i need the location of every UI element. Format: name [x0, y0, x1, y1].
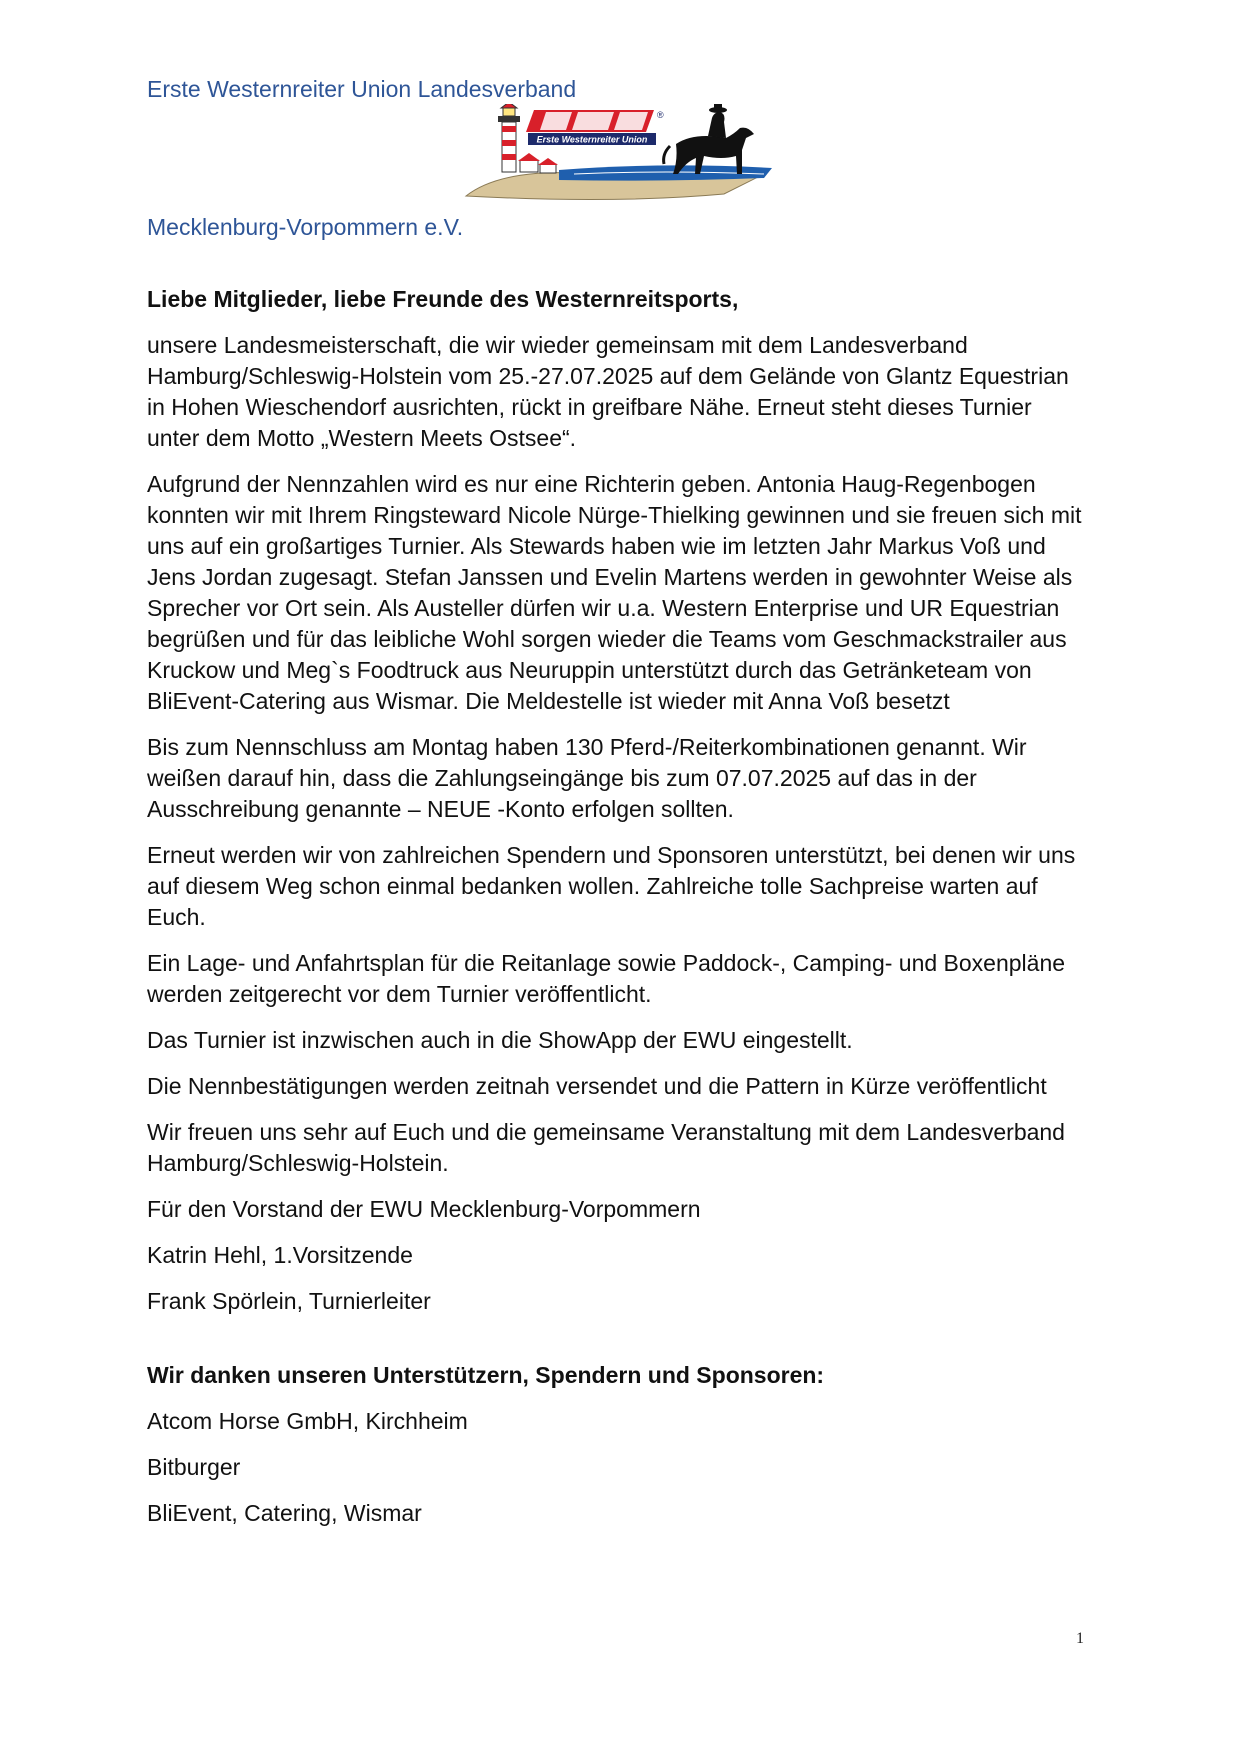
closing-line: Für den Vorstand der EWU Mecklenburg-Vorpommern: [147, 1196, 701, 1222]
section-spacer: [147, 1332, 1087, 1360]
paragraph: Wir freuen uns sehr auf Euch und die gemeinsame Veranstaltung mit dem Landesverband Hamburg/Schleswig-Holstein.: [147, 1119, 1065, 1176]
org-name-line-2: Mecklenburg-Vorpommern e.V.: [147, 214, 464, 240]
paragraph: Ein Lage- und Anfahrtsplan für die Reitanlage sowie Paddock-, Camping- und Boxenpläne werden zeitgerecht vor dem Turnier veröffentlicht.: [147, 950, 1066, 1007]
svg-text:Erste Westernreiter Union: Erste Westernreiter Union: [536, 134, 648, 145]
page-number: 1: [1076, 1630, 1084, 1647]
greeting: Liebe Mitglieder, liebe Freunde des Westernreitsports,: [147, 286, 739, 312]
ewu-logo: [464, 104, 774, 204]
paragraph: Aufgrund der Nennzahlen wird es nur eine Richterin geben. Antonia Haug-Regenbogen konnten wir mit Ihrem Ringsteward Nicole Nürge-Thielking gewinnen und sie freuen sich mit uns auf ein großartiges Turnier. Als Stewards haben wie im letzten Jahr Markus Voß und Jens Jordan zugesagt. Stefan Janssen und Evelin Martens werden in gewohnter Weise als Sprecher vor Ort sein. Als Austeller dürfen wir u.a. Western Enterprise und UR Equestrian begrüßen und für das leibliche Wohl sorgen wieder die Teams vom Geschmackstrailer aus Kruckow und Meg`s Foodtruck aus Neuruppin unterstützt durch das Getränketeam von BliEvent-Catering aus Wismar. Die Meldestelle ist wieder mit Anna Voß besetzt: [147, 471, 1082, 714]
sponsor-item: BliEvent, Catering, Wismar: [147, 1500, 422, 1526]
sponsor-item: Atcom Horse GmbH, Kirchheim: [147, 1408, 468, 1434]
signatory: Katrin Hehl, 1.Vorsitzende: [147, 1242, 413, 1268]
sponsor-item: Bitburger: [147, 1454, 241, 1480]
paragraph: Bis zum Nennschluss am Montag haben 130 Pferd-/Reiterkombinationen genannt. Wir weißen darauf hin, dass die Zahlungseingänge bis zum 07.07.2025 auf das in der Ausschreibung genannte – NEUE -Konto erfolgen sollten.: [147, 734, 1027, 822]
paragraph: Das Turnier ist inzwischen auch in die ShowApp der EWU eingestellt.: [147, 1027, 853, 1053]
signatory: Frank Spörlein, Turnierleiter: [147, 1288, 431, 1314]
letter-body: [147, 284, 1087, 1544]
org-name-line-1: Erste Westernreiter Union Landesverband: [147, 76, 577, 102]
paragraph: Erneut werden wir von zahlreichen Spendern und Sponsoren unterstützt, bei denen wir uns auf diesem Weg schon einmal bedanken wollen. Zahlreiche tolle Sachpreise warten auf Euch.: [147, 842, 1076, 930]
paragraph: Die Nennbestätigungen werden zeitnah versendet und die Pattern in Kürze veröffentlicht: [147, 1073, 1047, 1099]
paragraph: unsere Landesmeisterschaft, die wir wieder gemeinsam mit dem Landesverband Hamburg/Schleswig-Holstein vom 25.-27.07.2025 auf dem Gelände von Glantz Equestrian in Hohen Wieschendorf ausrichten, rückt in greifbare Nähe. Erneut steht dieses Turnier unter dem Motto „Western Meets Ostsee“.: [147, 332, 1069, 451]
sponsors-heading: Wir danken unseren Unterstützern, Spendern und Sponsoren:: [147, 1362, 825, 1388]
svg-text:®: ®: [657, 110, 664, 120]
